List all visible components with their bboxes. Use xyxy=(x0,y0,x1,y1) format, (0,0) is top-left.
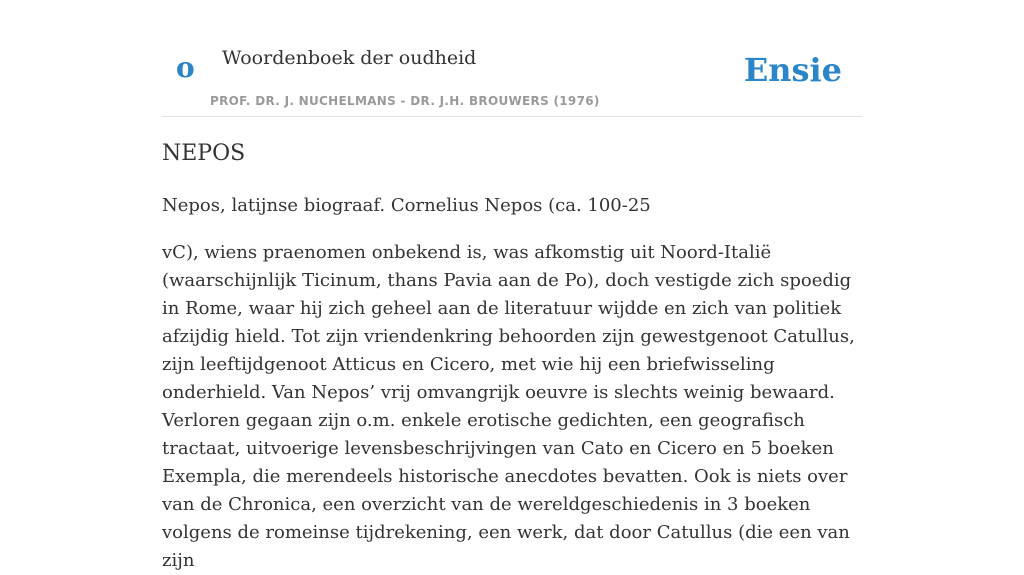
book-title[interactable]: Woordenboek der oudheid xyxy=(222,47,477,69)
page-header xyxy=(162,0,862,117)
article-paragraph: Nepos, latijnse biograaf. Cornelius Nepos (ca. 100-25 xyxy=(162,195,651,216)
article-headword: NEPOS xyxy=(162,141,246,166)
article-paragraph: vC), wiens praenomen onbekend is, was afkomstig uit Noord-Italië (waarschijnlijk Ticinum, thans Pavia aan de Po), doch vestigde zich spoedig in Rome, waar hij zich geheel aan de literatuur wijdde en zich van politiek afzijdig hield. Tot zijn vriendenkring behoorden zijn gewestgenoot Catullus, zijn leeftijdgenoot Atticus en Cicero, met wie hij een briefwisseling onderhield. Van Nepos’ vrij omvangrijk oeuvre is slechts weinig bewaard. Verloren gegaan zijn o.m. enkele erotische gedichten, een geografisch tractaat, uitvoerige levensbeschrijvingen van Cato en Cicero en 5 boeken Exempla, die merendeels historische anecdotes bevatten. Ook is niets over van de Chronica, een overzicht van de wereldgeschiedenis in 3 boeken volgens de romeinse tijdrekening, een werk, dat door Catullus (die een van zijn xyxy=(162,242,855,571)
article-content xyxy=(162,138,862,575)
book-logo-icon[interactable]: o xyxy=(176,51,195,84)
ensie-logo-link[interactable]: Ensie xyxy=(743,51,842,89)
book-authors: PROF. DR. J. NUCHELMANS - DR. J.H. BROUWERS (1976) xyxy=(210,94,600,108)
